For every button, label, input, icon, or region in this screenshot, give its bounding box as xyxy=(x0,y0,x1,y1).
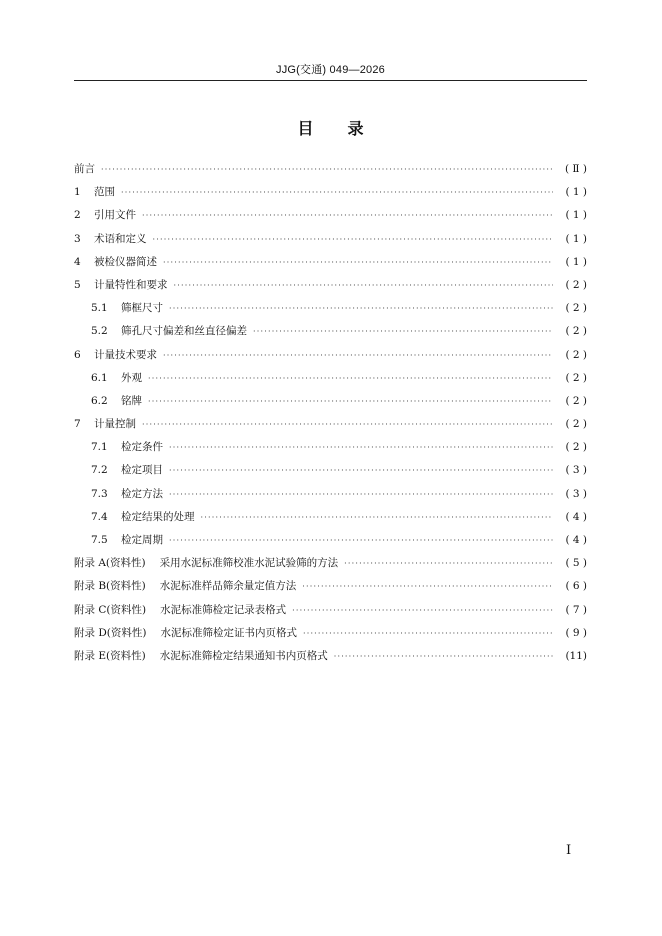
toc-page: ( 5 ) xyxy=(565,557,587,570)
toc-page: ( 1 ) xyxy=(565,186,587,199)
toc-entry-appendix-c[interactable] xyxy=(74,599,587,622)
toc-number: 6 xyxy=(74,348,81,361)
toc-entry-7-1[interactable] xyxy=(74,436,587,459)
toc-label: 检定方法 xyxy=(121,487,163,500)
toc-page: ( 3 ) xyxy=(565,487,587,500)
title-char-1: 目 xyxy=(297,119,314,138)
toc-entry-1[interactable] xyxy=(74,181,587,204)
toc-appendix-number: 附录 C(资料性) xyxy=(74,603,147,616)
toc-entry-appendix-d[interactable] xyxy=(74,622,587,645)
toc-page: ( 2 ) xyxy=(565,348,587,361)
toc-leader-dots xyxy=(201,506,554,529)
toc-page: ( 2 ) xyxy=(565,441,587,454)
toc-label: 术语和定义 xyxy=(94,232,147,245)
toc-entry-7-4[interactable] xyxy=(74,506,587,529)
toc-entry-7-3[interactable] xyxy=(74,483,587,506)
toc-label: 采用水泥标准筛校准水泥试验筛的方法 xyxy=(159,557,339,570)
toc-leader-dots xyxy=(169,483,553,506)
toc-leader-dots xyxy=(344,552,553,575)
toc-entry-6-2[interactable] xyxy=(74,390,587,413)
toc-page: ( 3 ) xyxy=(565,464,587,477)
toc-leader-dots xyxy=(302,575,553,598)
toc-entry-4[interactable] xyxy=(74,251,587,274)
title-char-2: 录 xyxy=(347,119,364,138)
toc-entry-2[interactable] xyxy=(74,204,587,227)
toc-entry-6[interactable] xyxy=(74,344,587,367)
toc-number: 1 xyxy=(74,186,81,199)
toc-entry-7-2[interactable] xyxy=(74,459,587,482)
toc-leader-dots xyxy=(142,413,553,436)
toc-page: ( 2 ) xyxy=(565,278,587,291)
toc-number: 3 xyxy=(74,232,81,245)
toc-entry-appendix-e[interactable] xyxy=(74,645,587,668)
toc-leader-dots xyxy=(303,622,553,645)
toc-label: 引用文件 xyxy=(94,209,136,222)
toc-entry-7-5[interactable] xyxy=(74,529,587,552)
toc-entry-3[interactable] xyxy=(74,228,587,251)
toc-number: 7.4 xyxy=(91,510,108,523)
toc-page: ( 6 ) xyxy=(565,580,587,593)
table-of-contents xyxy=(74,158,587,668)
toc-number: 7.5 xyxy=(91,534,108,546)
toc-appendix-number: 附录 E(资料性) xyxy=(74,649,146,662)
page-number: I xyxy=(566,843,572,858)
toc-page: ( 9 ) xyxy=(565,626,587,639)
toc-number: 6.1 xyxy=(91,371,108,384)
toc-number: 7.3 xyxy=(91,487,108,500)
toc-page: ( 1 ) xyxy=(565,209,587,222)
toc-leader-dots xyxy=(253,320,553,343)
toc-entry-5-1[interactable] xyxy=(74,297,587,320)
toc-page: ( 1 ) xyxy=(565,255,587,268)
toc-entry-5[interactable] xyxy=(74,274,587,297)
toc-label: 计量特性和要求 xyxy=(94,278,168,291)
toc-appendix-number: 附录 B(资料性) xyxy=(74,580,146,593)
toc-leader-dots xyxy=(101,158,553,181)
toc-number: 5.1 xyxy=(91,302,108,315)
toc-appendix-number: 附录 A(资料性) xyxy=(74,557,146,570)
toc-label: 检定项目 xyxy=(121,464,163,477)
toc-leader-dots xyxy=(174,274,554,297)
header-rule xyxy=(74,80,587,81)
toc-label: 被检仪器简述 xyxy=(94,255,157,268)
toc-page: ( 2 ) xyxy=(565,394,587,407)
toc-label: 计量技术要求 xyxy=(94,348,157,361)
toc-label: 检定结果的处理 xyxy=(121,510,195,523)
toc-leader-dots xyxy=(169,529,553,552)
toc-entry-5-2[interactable] xyxy=(74,320,587,343)
toc-number: 7 xyxy=(74,418,81,431)
toc-label: 筛孔尺寸偏差和丝直径偏差 xyxy=(121,325,247,338)
toc-leader-dots xyxy=(169,459,553,482)
toc-label: 水泥标准样品筛余量定值方法 xyxy=(159,580,297,593)
toc-number: 7.1 xyxy=(91,441,108,454)
toc-label: 计量控制 xyxy=(94,418,136,431)
toc-label: 铭牌 xyxy=(121,394,142,407)
toc-leader-dots xyxy=(334,645,553,668)
toc-label: 检定条件 xyxy=(121,441,163,454)
toc-appendix-number: 附录 D(资料性) xyxy=(74,626,147,639)
page-title xyxy=(74,116,587,139)
toc-leader-dots xyxy=(292,599,553,622)
toc-label: 筛框尺寸 xyxy=(121,302,163,315)
toc-leader-dots xyxy=(148,390,553,413)
toc-number: 2 xyxy=(74,209,81,222)
toc-number: 6.2 xyxy=(91,394,108,407)
toc-label: 水泥标准筛检定证书内页格式 xyxy=(160,626,297,639)
toc-label: 前言 xyxy=(74,163,95,175)
toc-label: 范围 xyxy=(94,186,115,199)
toc-number: 5 xyxy=(74,278,81,291)
toc-label: 水泥标准筛检定记录表格式 xyxy=(160,603,287,616)
toc-leader-dots xyxy=(163,251,553,274)
toc-page: ( 2 ) xyxy=(565,302,587,315)
toc-page: ( 4 ) xyxy=(565,534,587,546)
document-header: JJG(交通) 049—2026 xyxy=(276,64,385,76)
toc-entry-6-1[interactable] xyxy=(74,367,587,390)
toc-leader-dots xyxy=(163,344,553,367)
toc-page: (11) xyxy=(565,649,587,662)
toc-page: ( 2 ) xyxy=(565,418,587,431)
toc-label: 水泥标准筛检定结果通知书内页格式 xyxy=(159,649,328,662)
toc-entry-7[interactable] xyxy=(74,413,587,436)
toc-leader-dots xyxy=(142,204,553,227)
toc-number: 7.2 xyxy=(91,464,108,477)
toc-label: 外观 xyxy=(121,371,142,384)
toc-leader-dots xyxy=(121,181,553,204)
toc-leader-dots xyxy=(169,297,553,320)
toc-page: ( 4 ) xyxy=(565,510,587,523)
toc-page: ( 7 ) xyxy=(565,603,587,616)
toc-page: ( Ⅱ ) xyxy=(564,163,587,175)
toc-entry-appendix-b[interactable] xyxy=(74,575,587,598)
toc-entry-foreword[interactable] xyxy=(74,158,587,181)
toc-page: ( 2 ) xyxy=(565,371,587,384)
toc-leader-dots xyxy=(148,367,553,390)
toc-number: 5.2 xyxy=(91,325,108,338)
toc-leader-dots xyxy=(169,436,553,459)
toc-entry-appendix-a[interactable] xyxy=(74,552,587,575)
toc-label: 检定周期 xyxy=(121,534,163,546)
toc-page: ( 1 ) xyxy=(565,232,587,245)
toc-number: 4 xyxy=(74,255,81,268)
toc-page: ( 2 ) xyxy=(565,325,587,338)
toc-leader-dots xyxy=(153,228,554,251)
